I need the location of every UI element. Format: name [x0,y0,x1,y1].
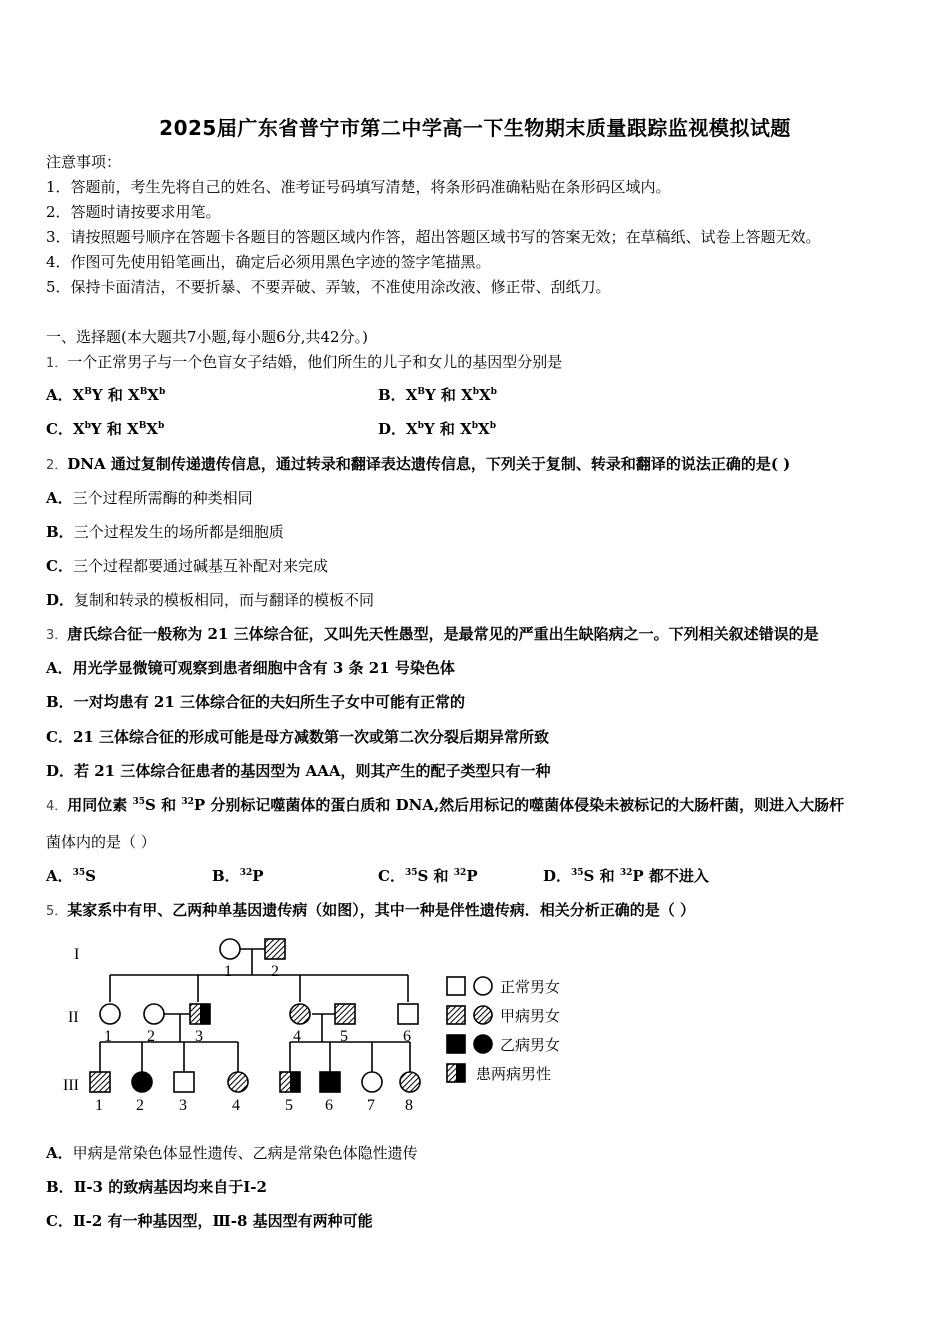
notice-item: 3．请按照题号顺序在答题卡各题目的答题区域内作答，超出答题区域书写的答案无效；在草稿纸、试卷上答题无效。 [46,228,821,246]
svg-text:1: 1 [104,1028,112,1045]
pedigree-i-1 [220,939,240,959]
option-a[interactable]: A．用光学显微镜可观察到患者细胞中含有 3 条 21 号染色体 [46,659,455,677]
generation-label: I [74,946,80,963]
option-b[interactable]: B．三个过程发生的场所都是细胞质 [46,523,284,541]
option-c[interactable]: C．21 三体综合征的形成可能是母方减数第一次或第二次分裂后期异常所致 [46,728,550,746]
generation-label: III [63,1077,79,1094]
question-1 [46,352,562,374]
option-a[interactable]: A．$^{35}$S [46,867,97,885]
svg-text:8: 8 [405,1097,413,1114]
legend-label: 乙病男女 [500,1036,561,1054]
svg-text:4: 4 [293,1028,301,1045]
option-d[interactable]: D．$X^bY$ 和 $X^bX^b$ [378,420,496,438]
pedigree-iii-2 [132,1072,152,1092]
legend-a-female [474,1006,492,1024]
pedigree-ii-4 [290,1004,310,1024]
notice-item: 2．答题时请按要求用笔。 [46,203,221,221]
option-a[interactable]: A．三个过程所需酶的种类相同 [46,489,253,507]
svg-text:4: 4 [232,1097,240,1114]
option-d[interactable]: D．若 21 三体综合征患者的基因型为 AAA，则其产生的配子类型只有一种 [46,762,551,780]
legend-label: 甲病男女 [500,1007,561,1025]
question-stem: 唐氏综合征一般称为 21 三体综合征，又叫先天性愚型，是最常见的严重出生缺陷病之一。下列相关叙述错误的是 [67,625,819,643]
svg-text:6: 6 [325,1097,333,1114]
option-a[interactable]: A．甲病是常染色体显性遗传、乙病是常染色体隐性遗传 [46,1144,418,1162]
legend-normal-male [447,977,465,995]
option-b[interactable]: B．一对均患有 21 三体综合征的夫妇所生子女中可能有正常的 [46,693,466,711]
notice-item: 4．作图可先使用铅笔画出，确定后必须用黑色字迹的签字笔描黑。 [46,253,491,271]
option-c[interactable]: C．$X^bY$ 和 $X^BX^b$ [46,420,165,438]
option-c[interactable]: C．Ⅱ-2 有一种基因型，Ⅲ-8 基因型有两种可能 [46,1212,373,1230]
notice-item: 5．保持卡面清洁，不要折暴、不要弄破、弄皱，不准使用涂改液、修正带、刮纸刀。 [46,278,611,296]
pedigree-ii-5 [335,1004,355,1024]
pedigree-iii-3 [174,1072,194,1092]
question-4: 4．用同位素 $^{35}$S 和 $^{32}$P 分别标记噬菌体的蛋白质和 DNA,然后用标记的噬菌体侵染未被标记的大肠杆菌，则进入大肠杆 [46,796,845,814]
svg-text:2: 2 [147,1028,155,1045]
svg-text:6: 6 [403,1028,411,1045]
option-d[interactable]: D．$^{35}$S 和 $^{32}$P 都不进入 [543,867,709,885]
option-b[interactable]: B．$^{32}$P [212,867,264,885]
legend-a-male [447,1006,465,1024]
generation-label: II [68,1009,79,1026]
svg-text:2: 2 [136,1097,144,1114]
pedigree-iii-7 [362,1072,382,1092]
question-stem: 一个正常男子与一个色盲女子结婚，他们所生的儿子和女儿的基因型分别是 [67,353,563,371]
section-heading: 一、选择题(本大题共7小题,每小题6分,共42分。) [46,328,368,346]
legend-normal-female [474,977,492,995]
notice-item: 1．答题前，考生先将自己的姓名、准考证号码填写清楚，将条形码准确粘贴在条形码区域内。 [46,178,671,196]
question-stem: 某家系中有甲、乙两种单基因遗传病（如图），其中一种是伴性遗传病．相关分析正确的是（ ） [67,901,696,919]
pedigree-ii-1 [100,1004,120,1024]
pedigree-diagram [60,932,600,1117]
pedigree-ii-6 [398,1004,418,1024]
svg-text:1: 1 [224,963,232,980]
legend-label: 正常男女 [500,978,561,996]
option-c[interactable]: C．$^{35}$S 和 $^{32}$P [378,867,478,885]
page-title: 2025届广东省普宁市第二中学高一下生物期末质量跟踪监视模拟试题 [159,116,791,140]
svg-text:3: 3 [195,1028,203,1045]
question-2: 2．DNA 通过复制传递遗传信息，通过转录和翻译表达遗传信息，下列关于复制、转录和翻译的说法正确的是( ) [46,455,791,473]
question-5: 5．某家系中有甲、乙两种单基因遗传病（如图），其中一种是伴性遗传病．相关分析正确的是（ ） [46,901,696,919]
svg-text:1: 1 [95,1097,103,1114]
legend-b-female [474,1035,492,1053]
svg-text:2: 2 [271,963,279,980]
pedigree-iii-6 [320,1072,340,1092]
pedigree-i-2 [265,939,285,959]
option-b[interactable]: B．Ⅱ-3 的致病基因均来自于Ⅰ-2 [46,1178,267,1196]
pedigree-iii-4 [228,1072,248,1092]
option-a[interactable]: A．$X^BY$ 和 $X^BX^b$ [46,386,166,404]
question-4-cont: 菌体内的是（ ） [46,833,156,851]
svg-text:7: 7 [367,1097,375,1114]
option-b[interactable]: B．$X^BY$ 和 $X^bX^b$ [378,386,497,404]
pedigree-iii-1 [90,1072,110,1092]
pedigree-ii-2 [144,1004,164,1024]
legend-b-male [447,1035,465,1053]
legend-label: 患两病男性 [476,1065,552,1083]
option-c[interactable]: C．三个过程都要通过碱基互补配对来完成 [46,557,328,575]
question-stem: DNA 通过复制传递遗传信息，通过转录和翻译表达遗传信息，下列关于复制、转录和翻译的说法正确的是( ) [67,455,791,473]
question-3: 3．唐氏综合征一般称为 21 三体综合征，又叫先天性愚型，是最常见的严重出生缺陷病之一。下列相关叙述错误的是 [46,625,819,643]
svg-text:5: 5 [285,1097,293,1114]
svg-text:3: 3 [179,1097,187,1114]
option-d[interactable]: D．复制和转录的模板相同，而与翻译的模板不同 [46,591,375,609]
pedigree-iii-8 [400,1072,420,1092]
notice-heading: 注意事项： [46,153,122,171]
question-number: 1． [46,356,68,371]
svg-text:5: 5 [340,1028,348,1045]
